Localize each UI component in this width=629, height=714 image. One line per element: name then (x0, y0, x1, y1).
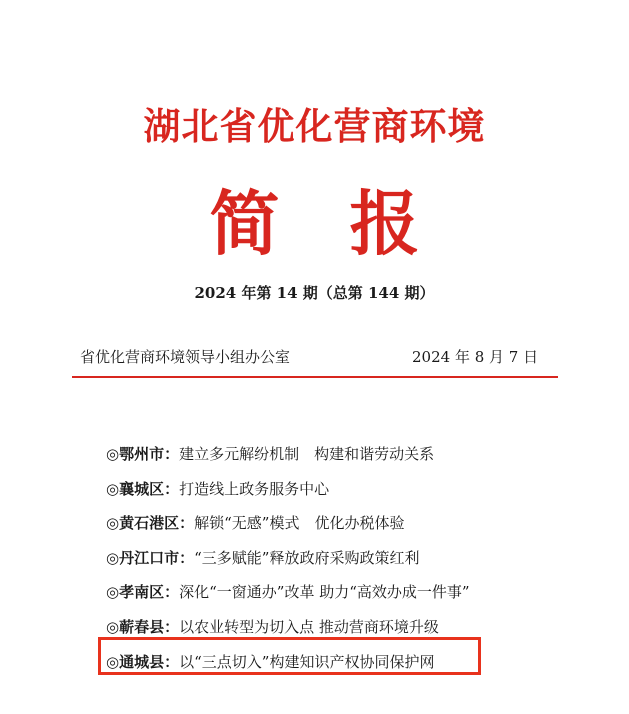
bulletin-title: 湖北省优化营商环境 (143, 104, 486, 148)
highlight-box (98, 637, 481, 675)
item-headline: 建立多元解纷机制 构建和谐劳动关系 (179, 445, 435, 463)
red-divider (72, 376, 558, 378)
list-item (106, 579, 526, 614)
item-place: 襄城区： (119, 479, 180, 498)
list-item (106, 476, 526, 511)
item-headline: 解锁“无感”模式 优化办税体验 (194, 514, 405, 533)
issue-date: 2024 年 8 月 7 日 (412, 348, 539, 366)
list-item (106, 510, 526, 545)
bullet-icon: ◎ (106, 583, 120, 602)
bullet-icon: ◎ (106, 514, 120, 533)
item-headline: 深化“一窗通办”改革 助力“高效办成一件事” (179, 583, 470, 602)
item-place: 蕲春县： (119, 617, 180, 636)
item-headline: “三多赋能”释放政府采购政策红利 (194, 548, 420, 567)
bullet-icon: ◎ (106, 548, 120, 567)
item-place: 丹江口市： (119, 548, 195, 567)
item-place: 黄石港区： (119, 514, 195, 533)
item-place: 鄂州市： (119, 445, 180, 463)
bullet-icon: ◎ (106, 652, 120, 671)
bullet-icon: ◎ (106, 479, 120, 498)
bullet-icon: ◎ (106, 617, 120, 636)
item-headline: 以农业转型为切入点 推动营商环境升级 (179, 617, 439, 636)
list-item (106, 545, 526, 580)
bulletin-subtitle: 简报 (209, 182, 490, 265)
bullet-icon: ◎ (106, 445, 120, 463)
issue-number: 2024 年第 14 期（总第 144 期） (194, 284, 435, 302)
item-headline: 以“三点切入”构建知识产权协同保护网 (179, 652, 435, 671)
item-headline: 打造线上政务服务中心 (179, 479, 330, 498)
list-item (106, 441, 526, 476)
issuer-office: 省优化营商环境领导小组办公室 (80, 348, 291, 366)
item-place: 通城县： (119, 652, 180, 671)
item-place: 孝南区： (119, 583, 180, 602)
